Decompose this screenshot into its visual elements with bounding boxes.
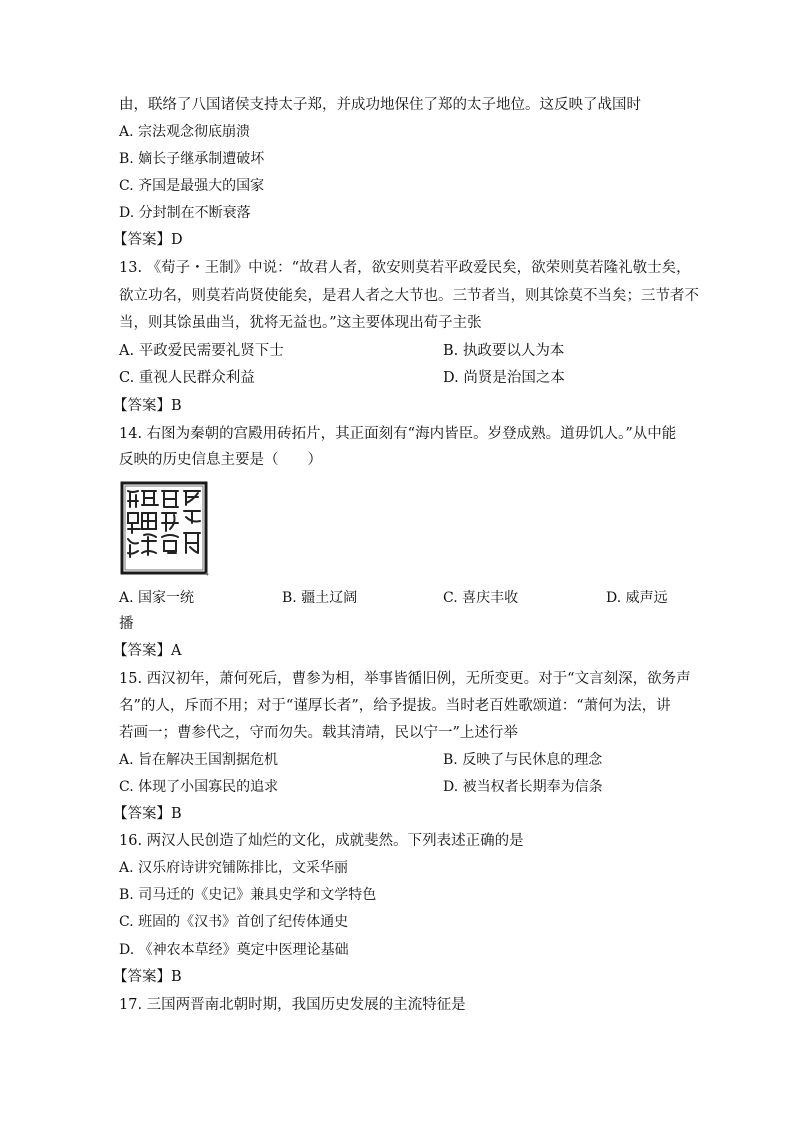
q16-stem: 16. 两汉人民创造了灿烂的文化，成就斐然。下列表述正确的是 (119, 833, 524, 849)
q14-option-c: C. 喜庆丰收 (443, 590, 519, 606)
q14-answer: 【答案】A (113, 643, 182, 659)
qin-brick-rubbing-image (120, 481, 210, 576)
q14-option-d: D. 威声远 (606, 590, 668, 606)
q13-option-a: A. 平政爱民需要礼贤下士 (119, 343, 284, 359)
q14-stem-line-1: 14. 右图为秦朝的宫殿用砖拓片，其正面刻有“海内皆臣。岁登成熟。道毋饥人。”从中能 (119, 426, 677, 442)
q12-option-c: C. 齐国是最强大的国家 (119, 178, 265, 194)
q13-option-b: B. 执政要以人为本 (443, 343, 565, 359)
q17-stem: 17. 三国两晋南北朝时期，我国历史发展的主流特征是 (119, 997, 466, 1013)
q13-answer: 【答案】B (113, 398, 182, 414)
q15-stem-line-3: 若画一；曹参代之，守而勿失。载其清靖，民以宁一”上述行举 (119, 725, 518, 741)
q14-stem-line-2: 反映的历史信息主要是（ ） (119, 452, 322, 468)
q16-option-b: B. 司马迁的《史记》兼具史学和文学特色 (119, 887, 377, 903)
q12-option-d: D. 分封制在不断衰落 (119, 205, 251, 221)
q16-answer: 【答案】B (113, 969, 182, 985)
q13-option-c: C. 重视人民群众利益 (119, 370, 255, 386)
q13-stem-line-1: 13. 《荀子・王制》中说：“故君人者，欲安则莫若平政爱民矣，欲荣则莫若隆礼敬士矣， (119, 260, 691, 276)
q15-stem-line-1: 15. 西汉初年，萧何死后，曹参为相，举事皆循旧例，无所变更。对于“文言刻深，欲务声 (119, 671, 691, 687)
q16-option-d: D. 《神农本草经》奠定中医理论基础 (119, 942, 349, 958)
q12-option-a: A. 宗法观念彻底崩溃 (119, 124, 251, 140)
q13-option-d: D. 尚贤是治国之本 (443, 370, 565, 386)
q13-stem-line-2: 欲立功名，则莫若尚贤使能矣，是君人者之大节也。三节者当，则其馀莫不当矣；三节者不 (119, 288, 699, 304)
q13-stem-line-3: 当，则其馀虽曲当，犹将无益也。”这主要体现出荀子主张 (119, 315, 482, 331)
q15-stem-line-2: 名”的人，斥而不用；对于“谨厚长者”，给予提拔。当时老百姓歌颂道：“萧何为法，讲 (119, 698, 671, 714)
q12-answer: 【答案】D (113, 232, 183, 248)
q16-option-c: C. 班固的《汉书》首创了纪传体通史 (119, 914, 349, 930)
q14-option-b: B. 疆土辽阔 (282, 590, 358, 606)
q15-option-c: C. 体现了小国寡民的追求 (119, 779, 279, 795)
q15-option-b: B. 反映了与民休息的理念 (443, 752, 603, 768)
q12-stem: 由，联络了八国诸侯支持太子郑，并成功地保住了郑的太子地位。这反映了战国时 (119, 97, 641, 113)
q15-option-a: A. 旨在解决王国割据危机 (119, 752, 279, 768)
q15-answer: 【答案】B (113, 806, 182, 822)
q14-option-wrap: 播 (119, 616, 134, 632)
q16-option-a: A. 汉乐府诗讲究铺陈排比，文采华丽 (119, 860, 349, 876)
q12-option-b: B. 嫡长子继承制遭破坏 (119, 151, 265, 167)
q14-option-a: A. 国家一统 (119, 590, 195, 606)
q15-option-d: D. 被当权者长期奉为信条 (443, 779, 603, 795)
